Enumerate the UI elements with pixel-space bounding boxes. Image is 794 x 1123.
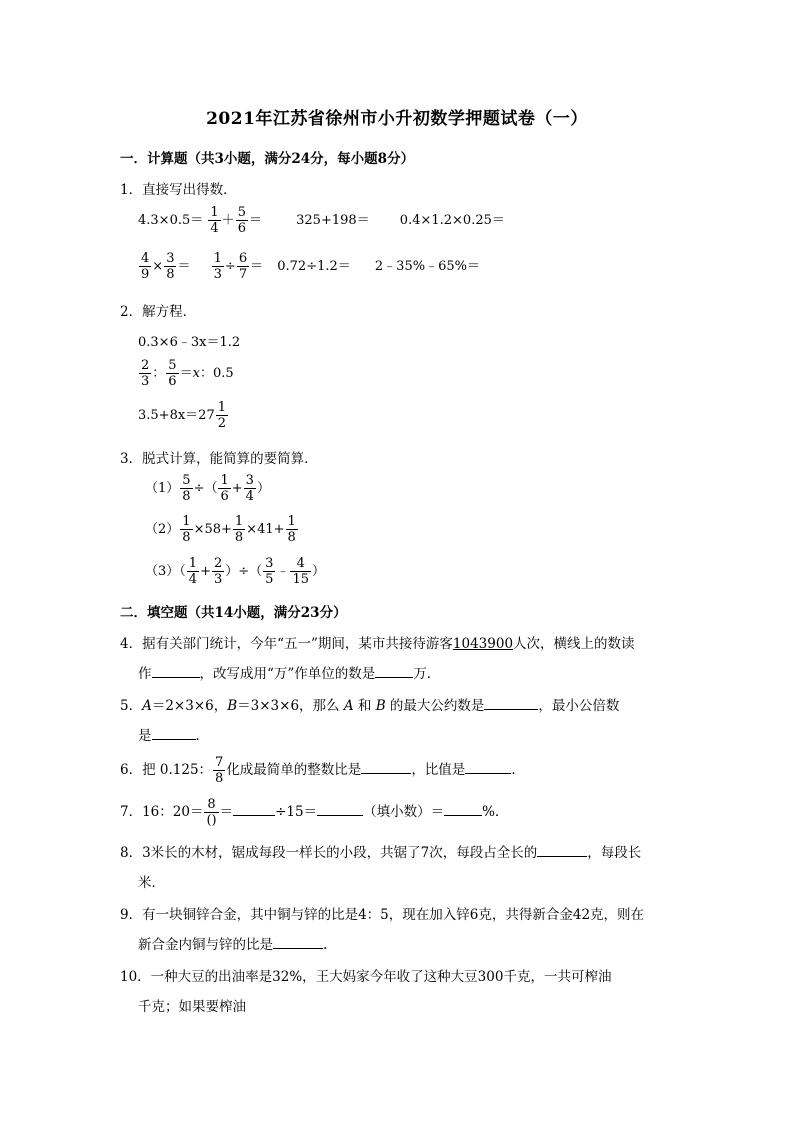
q1-expr-1: 4.3×0.5＝ xyxy=(138,213,204,228)
fraction: $\frac{2}{3}$ xyxy=(141,358,150,389)
question-2-label: 2．解方程． xyxy=(120,304,197,320)
fraction: $\frac{1}{2}$ xyxy=(217,400,226,431)
q2-equation-3: 3.5+8x＝27 $\frac{1}{2}$ xyxy=(138,400,226,431)
fraction: $\frac{1}{3}$ xyxy=(213,251,222,282)
question-7: 7．16：20＝ $\frac{8}{()}$ ＝ ÷15＝ （填小数）＝ %． xyxy=(120,797,509,828)
section-2-heading: 二．填空题（共14小题，满分23分） xyxy=(120,605,347,621)
answer-blank[interactable] xyxy=(361,761,411,774)
q3-part-3: （3）（ $\frac{1}{4}$ + $\frac{2}{3}$ ）÷（ $\frac{3}{5}$ ﹣ $\frac{4}{15}$ ） xyxy=(145,556,326,587)
answer-blank[interactable] xyxy=(152,665,200,678)
fraction: $\frac{3}{8}$ xyxy=(166,251,175,282)
question-5-cont: 是 ． xyxy=(138,728,209,744)
question-5: 5．A＝2×3×6，B＝3×3×6，那么 A 和 B 的最大公约数是 ，最小公倍数 xyxy=(120,698,620,714)
answer-blank[interactable] xyxy=(233,803,275,816)
fraction: $\frac{7}{8}$ xyxy=(215,755,224,786)
q3-part-1: （1） $\frac{5}{8}$ ÷（ $\frac{1}{6}$ + $\frac{3}{4}$ ） xyxy=(145,473,270,504)
answer-blank[interactable] xyxy=(273,936,323,949)
answer-blank[interactable] xyxy=(465,761,511,774)
fraction: $\frac{1}{4}$ xyxy=(210,205,219,236)
q3-part-2: （2） $\frac{1}{8}$ ×58+ $\frac{1}{8}$ ×41+ $\frac{1}{8}$ xyxy=(145,514,296,545)
fraction: $\frac{8}{()}$ xyxy=(206,797,217,828)
exam-title: 2021年江苏省徐州市小升初数学押题试卷（一） xyxy=(206,109,588,129)
q1-expr-4: 0.4×1.2×0.25＝ xyxy=(399,213,505,228)
question-10-cont: 千克；如果要榨油 xyxy=(138,999,246,1015)
fraction: $\frac{1}{8}$ xyxy=(182,514,191,545)
fraction: $\frac{3}{5}$ xyxy=(265,556,274,587)
q1-expr-8: 2﹣35%﹣65%＝ xyxy=(374,259,480,274)
question-9-cont: 新合金内铜与锌的比是 . xyxy=(138,937,328,953)
fraction: $\frac{1}{8}$ xyxy=(287,514,296,545)
fraction: $\frac{1}{4}$ xyxy=(188,556,198,587)
fraction: $\frac{5}{8}$ xyxy=(182,473,191,504)
fraction: $\frac{3}{4}$ xyxy=(245,473,254,504)
fraction: $\frac{1}{6}$ xyxy=(220,473,229,504)
fraction: $\frac{4}{9}$ xyxy=(141,251,150,282)
fraction: $\frac{6}{7}$ xyxy=(238,251,248,282)
question-8: 8．3米长的木材，锯成每段一样长的小段，共锯了7次，每段占全长的 ，每段长 xyxy=(120,845,642,861)
question-6: 6．把 0.125： $\frac{7}{8}$ 化成最简单的整数比是 ，比值是 ． xyxy=(120,755,525,786)
answer-blank[interactable] xyxy=(537,844,587,857)
q2-equation-1: 0.3×6﹣3x＝1.2 xyxy=(138,335,241,350)
answer-blank[interactable] xyxy=(152,727,196,740)
question-3-label: 3．脱式计算，能简算的要简算． xyxy=(120,451,318,467)
fraction: $\frac{4}{15}$ xyxy=(292,556,310,587)
question-4: 4．据有关部门统计，今年“五一”期间，某市共接待游客1043900人次，横线上的数读 xyxy=(120,636,635,652)
answer-blank[interactable] xyxy=(317,803,363,816)
question-8-cont: 米． xyxy=(138,875,165,891)
fraction: $\frac{2}{3}$ xyxy=(213,556,223,587)
answer-blank[interactable] xyxy=(484,697,538,710)
answer-blank[interactable] xyxy=(444,803,482,816)
underlined-number: 1043900 xyxy=(452,636,514,652)
q2-equation-2: $\frac{2}{3}$ ： $\frac{5}{6}$ ＝x：0.5 xyxy=(141,358,234,389)
section-1-heading: 一．计算题（共3小题，满分24分，每小题8分） xyxy=(120,151,415,167)
question-1-label: 1．直接写出得数． xyxy=(120,182,237,198)
fraction: $\frac{5}{6}$ xyxy=(237,205,246,236)
q1-row-1: 4.3×0.5＝ $\frac{1}{4}$ ＋ $\frac{5}{6}$ ＝ 325+198＝ 0.4×1.2×0.25＝ xyxy=(138,205,505,236)
question-4-cont: 作 ，改写成用“万”作单位的数是 万． xyxy=(138,666,441,682)
q1-expr-3: 325+198＝ xyxy=(296,213,370,228)
question-10: 10．一种大豆的出油率是32%，王大妈家今年收了这种大豆300千克，一共可榨油 xyxy=(120,969,612,985)
question-9: 9．有一块铜锌合金，其中铜与锌的比是4：5，现在加入锌6克，共得新合金42克，则在 xyxy=(120,907,645,923)
answer-blank[interactable] xyxy=(375,665,413,678)
q1-expr-7: 0.72÷1.2＝ xyxy=(277,259,351,274)
fraction: $\frac{1}{8}$ xyxy=(234,514,244,545)
fraction: $\frac{5}{6}$ xyxy=(168,358,177,389)
q1-row-2: $\frac{4}{9}$ × $\frac{3}{8}$ ＝ $\frac{1}{3}$ ÷ $\frac{6}{7}$ ＝ 0.72÷1.2＝ 2﹣35%﹣65%＝ xyxy=(141,251,480,282)
